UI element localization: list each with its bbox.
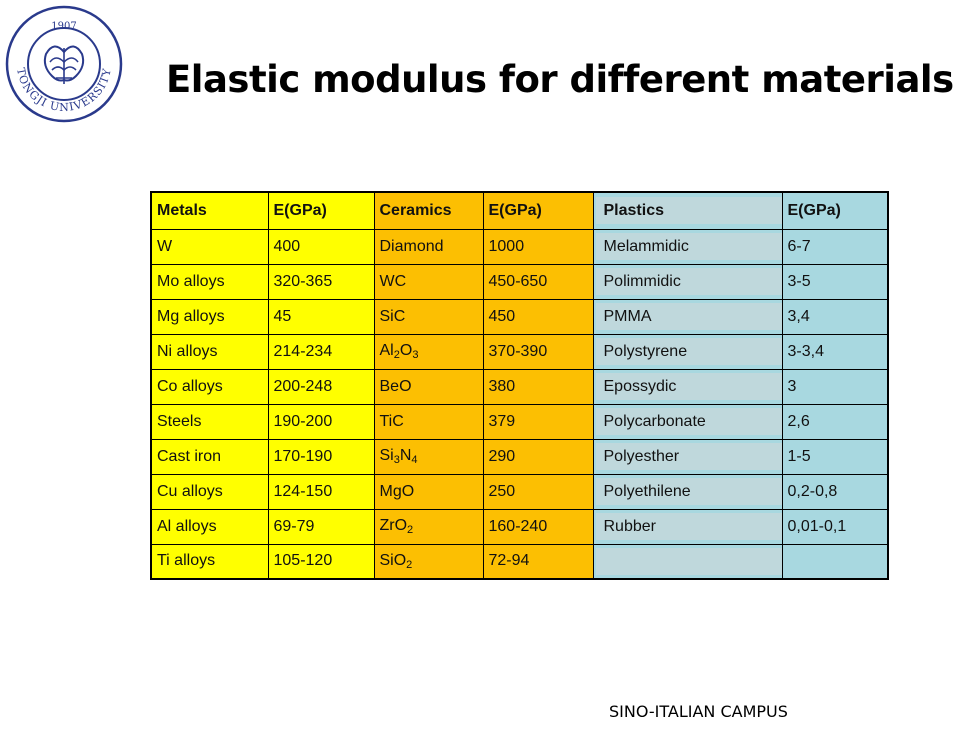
metal-name: Co alloys xyxy=(151,369,268,404)
metal-modulus: 400 xyxy=(268,229,374,264)
ceramic-name: WC xyxy=(374,264,483,299)
table-row xyxy=(151,474,888,509)
ceramic-name: TiC xyxy=(374,404,483,439)
header-plastics-label: Plastics xyxy=(596,197,782,224)
ceramic-modulus: 370-390 xyxy=(483,334,593,369)
table-row xyxy=(151,264,888,299)
metal-name: Steels xyxy=(151,404,268,439)
logo-ring-text: TONGJI UNIVERSITY xyxy=(14,66,114,115)
plastic-name xyxy=(593,544,782,579)
plastic-name xyxy=(593,474,782,509)
metal-name: Al alloys xyxy=(151,509,268,544)
ceramic-name: SiO$_2$ xyxy=(374,544,483,579)
header-ceramics: Ceramics xyxy=(374,192,483,229)
metal-modulus: 214-234 xyxy=(268,334,374,369)
table-row xyxy=(151,439,888,474)
ceramic-modulus: 380 xyxy=(483,369,593,404)
header-plastics xyxy=(593,192,782,229)
metal-modulus: 190-200 xyxy=(268,404,374,439)
plastic-name-label: Melammidic xyxy=(596,233,782,260)
plastic-modulus: 2,6 xyxy=(782,404,888,439)
plastic-modulus: 0,01-0,1 xyxy=(782,509,888,544)
plastic-name xyxy=(593,509,782,544)
plastic-name xyxy=(593,404,782,439)
ceramic-name: BeO xyxy=(374,369,483,404)
metal-name: Ni alloys xyxy=(151,334,268,369)
metal-modulus: 320-365 xyxy=(268,264,374,299)
plastic-name-label: Polyesther xyxy=(596,443,782,470)
table-row xyxy=(151,369,888,404)
metal-name: Cu alloys xyxy=(151,474,268,509)
metal-name: Mo alloys xyxy=(151,264,268,299)
metal-modulus: 200-248 xyxy=(268,369,374,404)
metal-modulus: 69-79 xyxy=(268,509,374,544)
header-metals: Metals xyxy=(151,192,268,229)
plastic-name-label: Rubber xyxy=(596,513,782,540)
plastic-name-label: Polystyrene xyxy=(596,338,782,365)
plastic-name-label xyxy=(596,548,782,575)
plastic-name-label: Epossydic xyxy=(596,373,782,400)
metal-name: Cast iron xyxy=(151,439,268,474)
ceramic-name: $Al_2O_3$ xyxy=(374,334,483,369)
header-plastics-e: E(GPa) xyxy=(782,192,888,229)
table-row xyxy=(151,299,888,334)
plastic-name xyxy=(593,299,782,334)
ceramic-name: $Si_3N_4$ xyxy=(374,439,483,474)
ceramic-modulus: 450-650 xyxy=(483,264,593,299)
header-ceramics-e: E(GPa) xyxy=(483,192,593,229)
plastic-name xyxy=(593,439,782,474)
ceramic-name: SiC xyxy=(374,299,483,334)
ceramic-modulus: 290 xyxy=(483,439,593,474)
plastic-modulus: 6-7 xyxy=(782,229,888,264)
ceramic-modulus: 450 xyxy=(483,299,593,334)
plastic-name-label: Polycarbonate xyxy=(596,408,782,435)
plastic-modulus: 0,2-0,8 xyxy=(782,474,888,509)
elastic-modulus-table xyxy=(150,191,889,580)
plastic-modulus: 3,4 xyxy=(782,299,888,334)
header-metals-e: E(GPa) xyxy=(268,192,374,229)
ceramic-modulus: 72-94 xyxy=(483,544,593,579)
ceramic-modulus: 160-240 xyxy=(483,509,593,544)
page-title: Elastic modulus for different materials xyxy=(166,58,954,101)
metal-modulus: 124-150 xyxy=(268,474,374,509)
plastic-name xyxy=(593,229,782,264)
ceramic-name: Diamond xyxy=(374,229,483,264)
plastic-name xyxy=(593,369,782,404)
table-row xyxy=(151,229,888,264)
ceramic-name: MgO xyxy=(374,474,483,509)
ceramic-modulus: 1000 xyxy=(483,229,593,264)
plastic-name xyxy=(593,264,782,299)
table-row xyxy=(151,334,888,369)
plastic-modulus: 3-3,4 xyxy=(782,334,888,369)
plastic-name-label: PMMA xyxy=(596,303,782,330)
metal-name: Mg alloys xyxy=(151,299,268,334)
table-row xyxy=(151,404,888,439)
metal-name: W xyxy=(151,229,268,264)
metal-name: Ti alloys xyxy=(151,544,268,579)
table-header-row xyxy=(151,192,888,229)
plastic-name-label: Polimmidic xyxy=(596,268,782,295)
tongji-university-logo xyxy=(4,4,124,124)
metal-modulus: 170-190 xyxy=(268,439,374,474)
logo-year: 1907 xyxy=(51,21,77,32)
ceramic-modulus: 379 xyxy=(483,404,593,439)
footer-campus: SINO-ITALIAN CAMPUS xyxy=(609,702,788,721)
ceramic-name: ZrO$_2$ xyxy=(374,509,483,544)
metal-modulus: 45 xyxy=(268,299,374,334)
plastic-modulus: 3 xyxy=(782,369,888,404)
table-row xyxy=(151,509,888,544)
metal-modulus: 105-120 xyxy=(268,544,374,579)
plastic-name xyxy=(593,334,782,369)
plastic-name-label: Polyethilene xyxy=(596,478,782,505)
plastic-modulus: 3-5 xyxy=(782,264,888,299)
plastic-modulus: 1-5 xyxy=(782,439,888,474)
ceramic-modulus: 250 xyxy=(483,474,593,509)
plastic-modulus xyxy=(782,544,888,579)
table-row xyxy=(151,544,888,579)
